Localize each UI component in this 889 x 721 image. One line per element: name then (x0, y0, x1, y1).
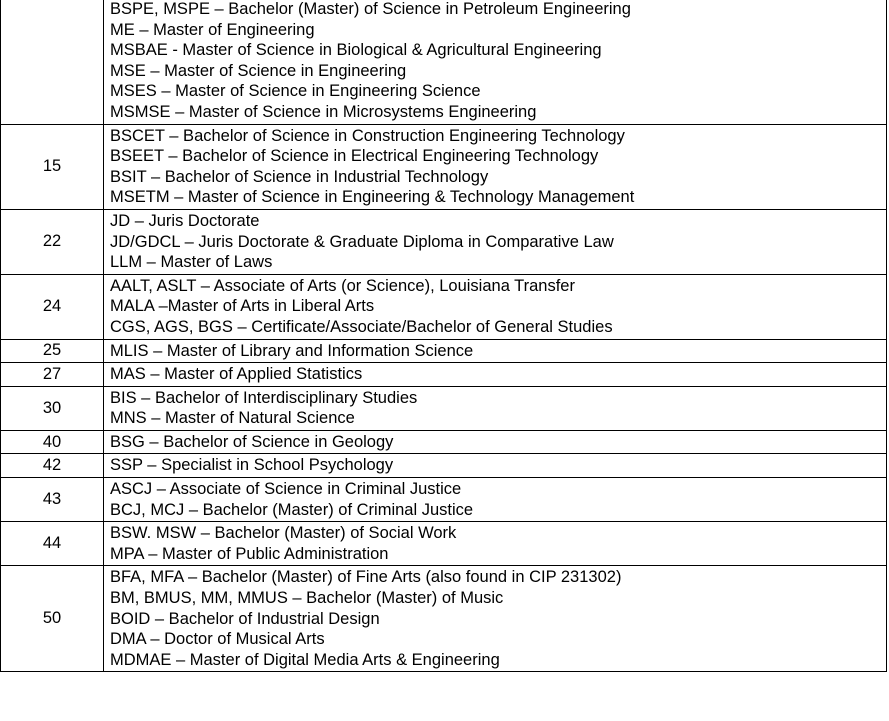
degree-line: BFA, MFA – Bachelor (Master) of Fine Arts (also found in CIP 231302) (110, 568, 622, 587)
degree-line: MPA – Master of Public Administration (110, 544, 389, 563)
code-cell: 30 (1, 386, 104, 430)
degree-line: CGS, AGS, BGS – Certificate/Associate/Bachelor of General Studies (110, 317, 613, 336)
degree-line: LLM – Master of Laws (110, 253, 273, 272)
degree-list-cell (104, 209, 887, 274)
table-row (1, 386, 887, 430)
degree-line: MALA –Master of Arts in Liberal Arts (110, 297, 375, 316)
table-row (1, 274, 887, 339)
degree-list-cell (104, 478, 887, 522)
degree-list-cell (104, 124, 887, 209)
degree-list-cell (104, 430, 887, 454)
degree-line: BCJ, MCJ – Bachelor (Master) of Criminal Justice (110, 500, 474, 519)
degree-line: BSG – Bachelor of Science in Geology (110, 432, 394, 451)
table-row (1, 454, 887, 478)
table-row (1, 339, 887, 363)
table-row (1, 430, 887, 454)
degree-line: AALT, ASLT – Associate of Arts (or Science), Louisiana Transfer (110, 276, 575, 295)
table-row (1, 124, 887, 209)
degree-list-cell (104, 274, 887, 339)
degree-line: JD/GDCL – Juris Doctorate & Graduate Diploma in Comparative Law (110, 232, 614, 251)
degree-line: JD – Juris Doctorate (110, 211, 260, 230)
degree-line: ME – Master of Engineering (110, 20, 315, 39)
degree-line: MSETM – Master of Science in Engineering & Technology Management (110, 188, 635, 207)
degree-line: MLIS – Master of Library and Information Science (110, 341, 474, 360)
degree-line: BSEET – Bachelor of Science in Electrical Engineering Technology (110, 147, 599, 166)
degree-line: MAS – Master of Applied Statistics (110, 365, 363, 384)
degree-line: MDMAE – Master of Digital Media Arts & Engineering (110, 650, 500, 669)
code-cell: 27 (1, 363, 104, 387)
degree-list-cell (104, 522, 887, 566)
table-row (1, 209, 887, 274)
table-row (1, 566, 887, 672)
degree-line: BSW. MSW – Bachelor (Master) of Social Work (110, 524, 457, 543)
code-cell (1, 0, 104, 124)
degree-list-cell (104, 363, 887, 387)
code-cell: 40 (1, 430, 104, 454)
table-row (1, 522, 887, 566)
code-cell: 25 (1, 339, 104, 363)
degree-line: BSPE, MSPE – Bachelor (Master) of Science in Petroleum Engineering (110, 0, 631, 18)
degree-line: BSCET – Bachelor of Science in Construction Engineering Technology (110, 126, 625, 145)
code-cell: 22 (1, 209, 104, 274)
degree-line: MNS – Master of Natural Science (110, 409, 355, 428)
degree-list-cell (104, 386, 887, 430)
code-cell: 24 (1, 274, 104, 339)
degree-line: DMA – Doctor of Musical Arts (110, 630, 325, 649)
degree-line: MSES – Master of Science in Engineering Science (110, 82, 481, 101)
code-cell: 43 (1, 478, 104, 522)
degree-line: MSE – Master of Science in Engineering (110, 61, 407, 80)
degree-line: MSBAE - Master of Science in Biological & Agricultural Engineering (110, 41, 602, 60)
degree-list-cell (104, 0, 887, 124)
degree-line: BIS – Bachelor of Interdisciplinary Studies (110, 388, 418, 407)
degree-line: BSIT – Bachelor of Science in Industrial Technology (110, 167, 489, 186)
degree-line: SSP – Specialist in School Psychology (110, 456, 394, 475)
degree-list-cell (104, 454, 887, 478)
table-row (1, 0, 887, 124)
table-row (1, 478, 887, 522)
degree-list-cell (104, 339, 887, 363)
degree-line: ASCJ – Associate of Science in Criminal Justice (110, 480, 462, 499)
code-cell: 42 (1, 454, 104, 478)
degree-line: MSMSE – Master of Science in Microsystems Engineering (110, 102, 537, 121)
code-cell: 44 (1, 522, 104, 566)
degree-list-cell (104, 566, 887, 672)
degree-line: BM, BMUS, MM, MMUS – Bachelor (Master) of Music (110, 589, 504, 608)
code-cell: 50 (1, 566, 104, 672)
table-row (1, 363, 887, 387)
degree-table-body (1, 0, 887, 672)
code-cell: 15 (1, 124, 104, 209)
degree-line: BOID – Bachelor of Industrial Design (110, 609, 380, 628)
